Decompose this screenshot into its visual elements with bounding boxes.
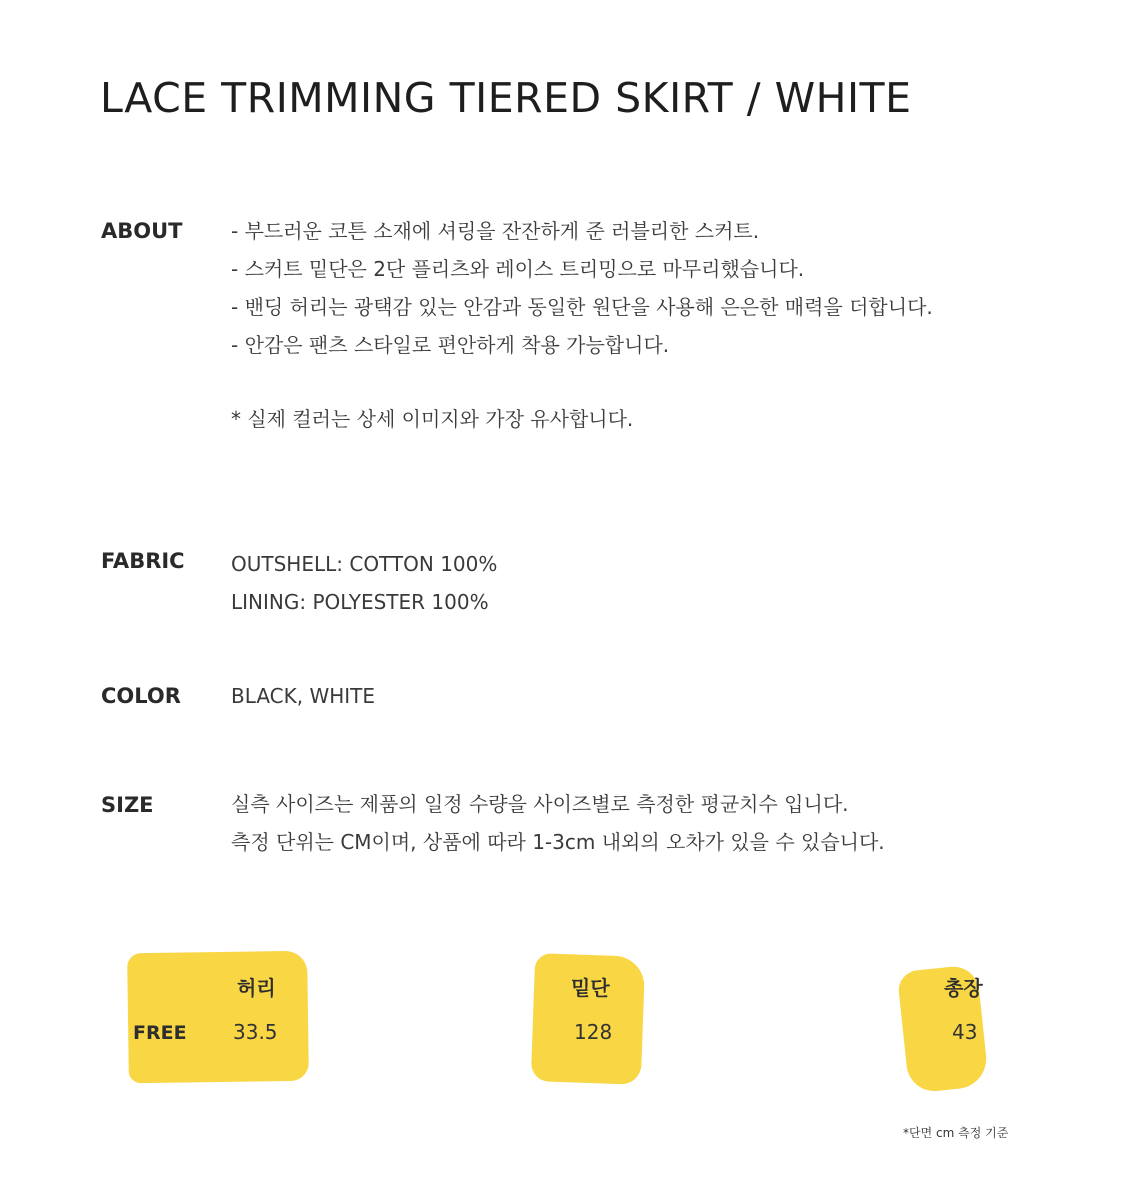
about-line: - 부드러운 코튼 소재에 셔링을 잔잔하게 준 러블리한 스커트. (231, 219, 760, 243)
color-value: BLACK, WHITE (231, 684, 376, 708)
highlight-marker (127, 951, 309, 1084)
about-label: ABOUT (101, 219, 183, 243)
fabric-line: LINING: POLYESTER 100% (231, 590, 489, 614)
value-total-length: 43 (952, 1020, 978, 1044)
size-description (231, 785, 885, 861)
page-title: LACE TRIMMING TIERED SKIRT / WHITE (100, 74, 912, 122)
about-description (231, 212, 933, 364)
size-line: 실측 사이즈는 제품의 일정 수량을 사이즈별로 측정한 평균치수 입니다. (231, 792, 849, 816)
value-waist: 33.5 (233, 1020, 278, 1044)
size-row-label: FREE (133, 1022, 187, 1044)
fabric-details (231, 545, 497, 621)
measurement-footnote: *단면 cm 측정 기준 (903, 1126, 1009, 1140)
header-waist: 허리 (237, 976, 276, 1000)
fabric-label: FABRIC (101, 549, 185, 573)
size-line: 측정 단위는 CM이며, 상품에 따라 1-3cm 내외의 오차가 있을 수 있습니다. (231, 830, 885, 854)
about-line: - 안감은 팬츠 스타일로 편안하게 착용 가능합니다. (231, 333, 670, 357)
value-hem: 128 (574, 1020, 613, 1044)
header-hem: 밑단 (571, 976, 610, 1000)
header-total-length: 총장 (944, 976, 983, 1000)
about-line: - 밴딩 허리는 광택감 있는 안감과 동일한 원단을 사용해 은은한 매력을 더합니다. (231, 295, 933, 319)
color-accuracy-note: * 실제 컬러는 상세 이미지와 가장 유사합니다. (231, 407, 634, 431)
color-label: COLOR (101, 684, 181, 708)
about-line: - 스커트 밑단은 2단 플리츠와 레이스 트리밍으로 마무리했습니다. (231, 257, 805, 281)
fabric-line: OUTSHELL: COTTON 100% (231, 552, 498, 576)
size-label: SIZE (101, 793, 154, 817)
